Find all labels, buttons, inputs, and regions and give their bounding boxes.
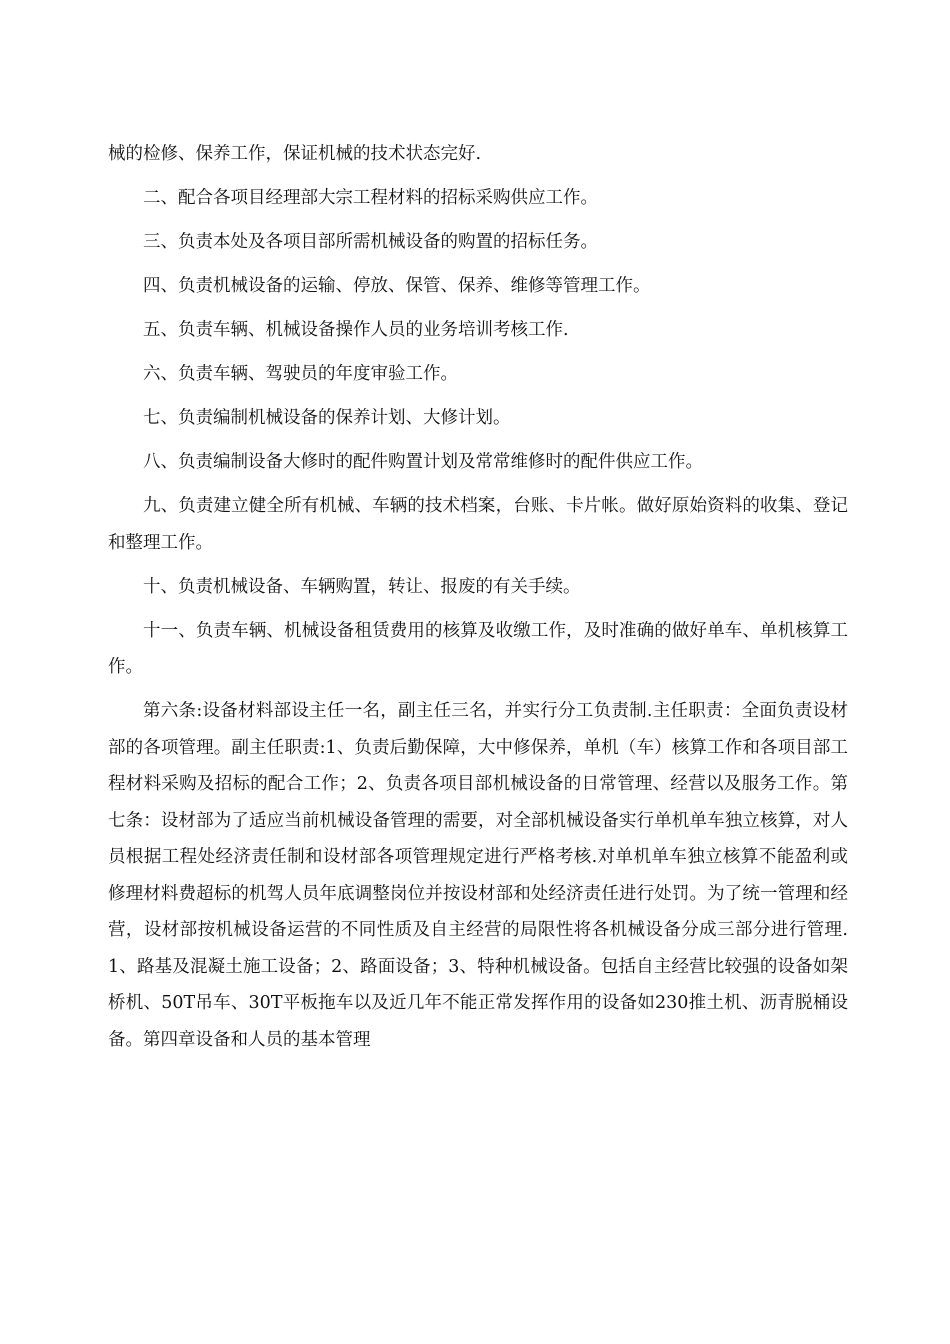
paragraph-item-11: 十一、负责车辆、机械设备租赁费用的核算及收缴工作，及时准确的做好单车、单机核算工作。 — [108, 620, 848, 677]
paragraph-item-2: 二、配合各项目经理部大宗工程材料的招标采购供应工作。 — [143, 188, 598, 208]
paragraph-item-7: 七、负责编制机械设备的保养计划、大修计划。 — [143, 408, 511, 428]
paragraph-item-5: 五、负责车辆、机械设备操作人员的业务培训考核工作. — [143, 320, 569, 340]
paragraph-item-8: 八、负责编制设备大修时的配件购置计划及常常维修时的配件供应工作。 — [143, 452, 703, 472]
paragraph-item-6: 六、负责车辆、驾驶员的年度审验工作。 — [143, 364, 458, 384]
paragraph-item-10: 十、负责机械设备、车辆购置，转让、报废的有关手续。 — [143, 576, 581, 597]
paragraph-item-4: 四、负责机械设备的运输、停放、保管、保养、维修等管理工作。 — [143, 276, 651, 296]
paragraph-item-9: 九、负责建立健全所有机械、车辆的技术档案，台账、卡片帐。做好原始资料的收集、登记和整理工作。 — [108, 496, 848, 553]
document-body — [108, 136, 848, 1066]
paragraph-item-3: 三、负责本处及各项目部所需机械设备的购置的招标任务。 — [143, 232, 598, 252]
paragraph-article-6-7: 第六条:设备材料部设主任一名，副主任三名，并实行分工负责制.主任职责：全面负责设材部的各项管理。副主任职责:1、负责后勤保障，大中修保养，单机（车）核算工作和各项目部工程材料采购及招标的配合工作；2、负责各项目部机械设备的日常管理、经营以及服务工作。第七条：设材部为了适应当前机械设备管理的需要，对全部机械设备实行单机单车独立核算，对人员根据工程处经济责任制和设材部各项管理规定进行严格考核.对单机单车独立核算不能盈利或修理材料费超标的机驾人员年底调整岗位并按设材部和处经济责任进行处罚。为了统一管理和经营，设材部按机械设备运营的不同性质及自主经营的局限性将各机械设备分成三部分进行管理.1、路基及混凝土施工设备；2、路面设备；3、特种机械设备。包括自主经营比较强的设备如架桥机、50T吊车、30T平板拖车以及近几年不能正常发挥作用的设备如230推土机、沥青脱桶设备。第四章设备和人员的基本管理 — [108, 701, 848, 1050]
paragraph-continuation: 械的检修、保养工作，保证机械的技术状态完好. — [108, 144, 482, 164]
